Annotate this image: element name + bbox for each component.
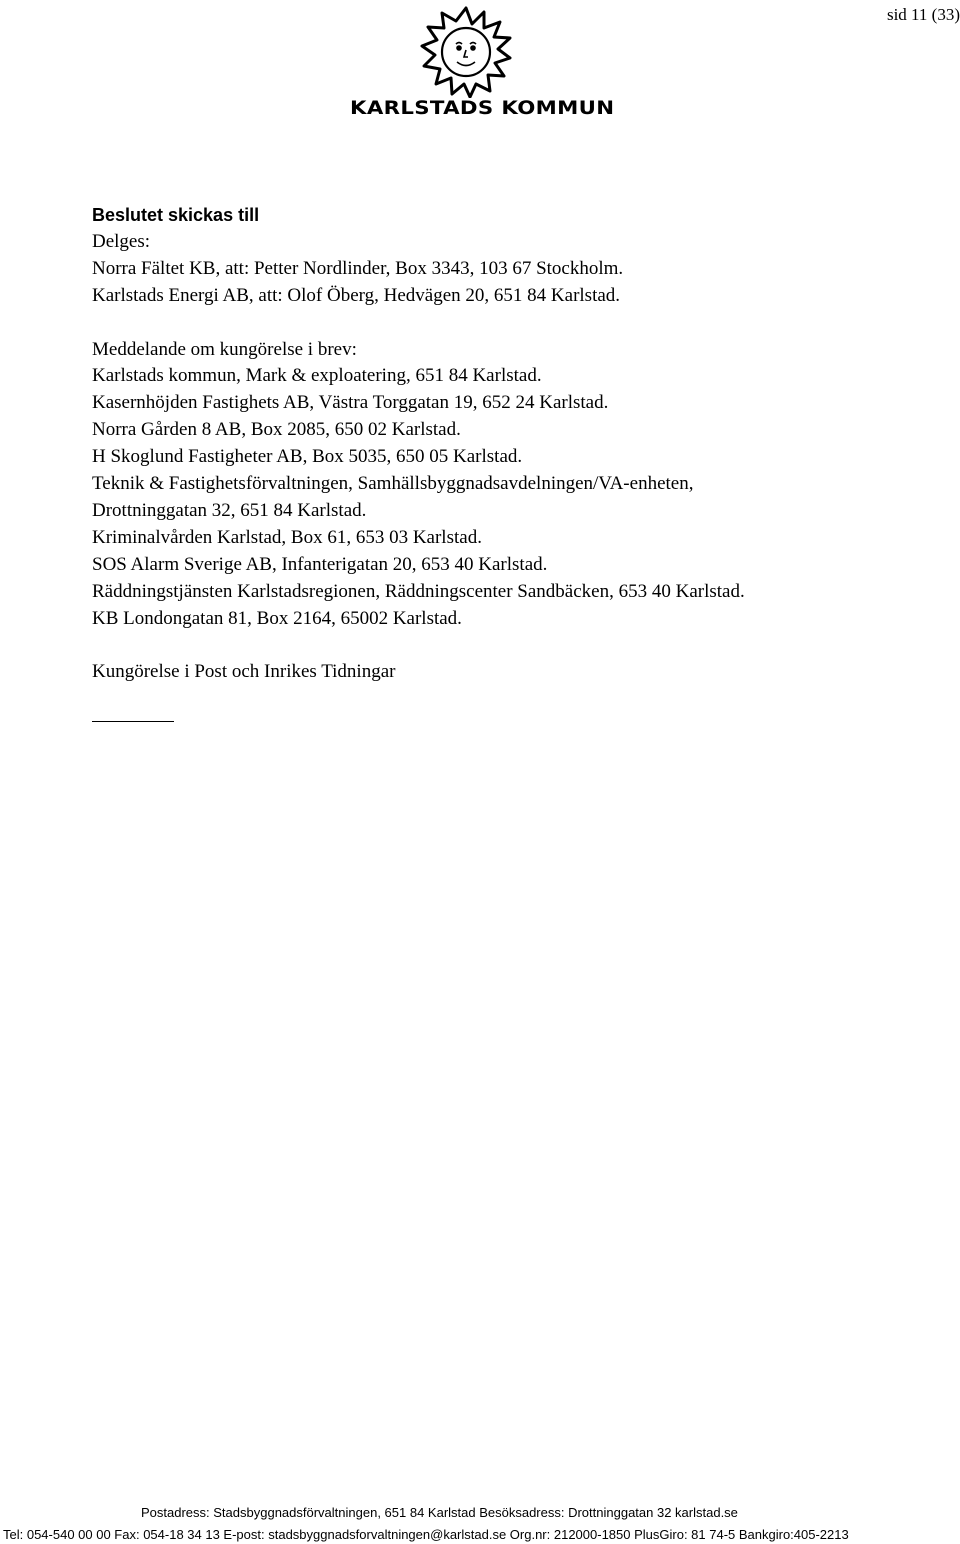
meddelande-recipient: Karlstads kommun, Mark & exploatering, 651 84 Karlstad.	[92, 365, 542, 387]
footer-contact: Tel: 054-540 00 00 Fax: 054-18 34 13 E-post: stadsbyggnadsforvaltningen@karlstad.se Org.nr: 212000-1850 PlusGiro: 81 74-5 Bankgiro:405-2213	[3, 1527, 849, 1542]
karlstads-kommun-logo	[340, 6, 615, 122]
footnote-divider	[92, 721, 174, 722]
sun-icon	[418, 6, 514, 98]
recipients-section	[92, 202, 892, 686]
meddelande-recipient: Drottninggatan 32, 651 84 Karlstad.	[92, 499, 367, 521]
meddelande-recipient: H Skoglund Fastigheter AB, Box 5035, 650 05 Karlstad.	[92, 446, 523, 468]
delges-recipient: Karlstads Energi AB, att: Olof Öberg, Hedvägen 20, 651 84 Karlstad.	[92, 284, 621, 306]
section-heading: Beslutet skickas till	[92, 205, 260, 225]
meddelande-recipient: Norra Gården 8 AB, Box 2085, 650 02 Karlstad.	[92, 419, 461, 441]
meddelande-recipient: Kriminalvården Karlstad, Box 61, 653 03 Karlstad.	[92, 526, 482, 548]
meddelande-label: Meddelande om kungörelse i brev:	[92, 338, 357, 360]
page-number: sid 11 (33)	[886, 5, 960, 24]
meddelande-recipient: SOS Alarm Sverige AB, Infanterigatan 20, 653 40 Karlstad.	[92, 553, 548, 575]
delges-recipient: Norra Fältet KB, att: Petter Nordlinder, Box 3343, 103 67 Stockholm.	[92, 257, 624, 279]
logo-text: KARLSTADS KOMMUN	[350, 97, 615, 119]
delges-label: Delges:	[92, 230, 151, 252]
meddelande-recipient: Teknik & Fastighetsförvaltningen, Samhällsbyggnadsavdelningen/VA-enheten,	[92, 473, 694, 495]
kungorelse-note: Kungörelse i Post och Inrikes Tidningar	[92, 661, 396, 683]
footer-address: Postadress: Stadsbyggnadsförvaltningen, 651 84 Karlstad Besöksadress: Drottninggatan 32 karlstad.se	[141, 1505, 738, 1520]
meddelande-recipient: Räddningstjänsten Karlstadsregionen, Räddningscenter Sandbäcken, 653 40 Karlstad.	[92, 580, 745, 602]
meddelande-recipient: Kasernhöjden Fastighets AB, Västra Torggatan 19, 652 24 Karlstad.	[92, 392, 609, 414]
meddelande-recipient: KB Londongatan 81, Box 2164, 65002 Karlstad.	[92, 607, 462, 629]
